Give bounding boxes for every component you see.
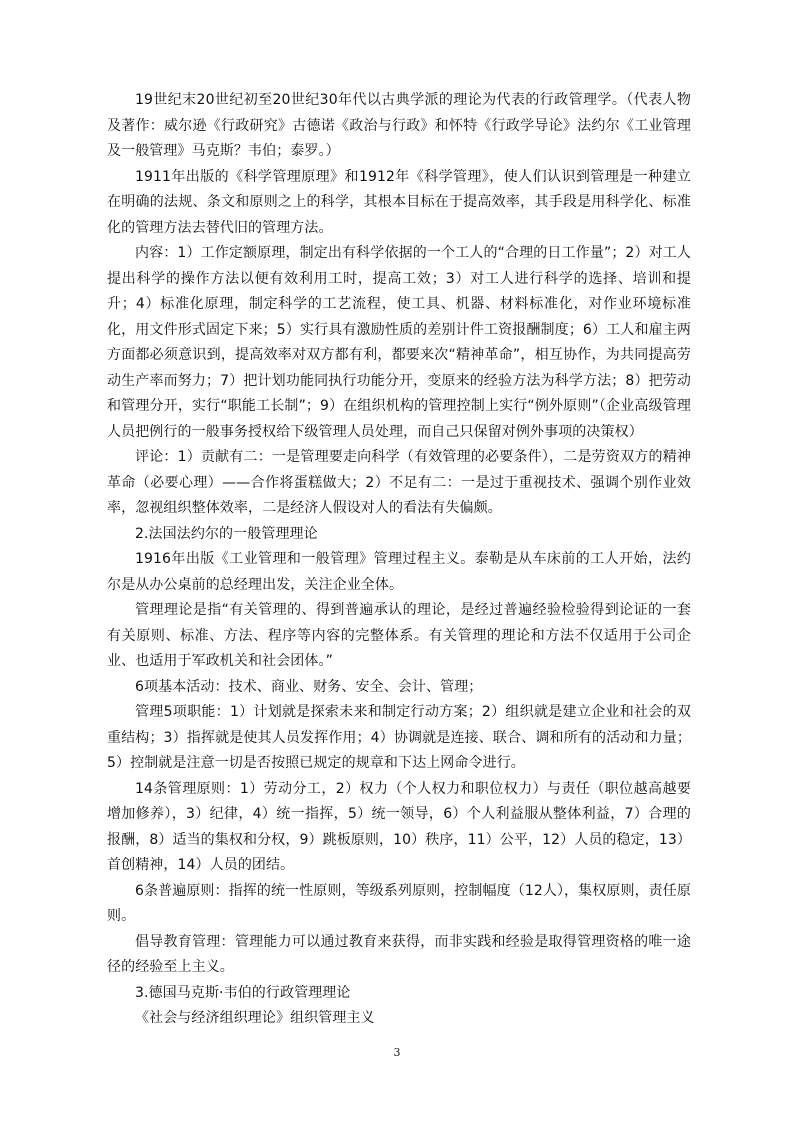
- fayol-intro-paragraph: 1916年出版《工业管理和一般管理》管理过程主义。泰勒是从车床前的工人开始，法约尔是从办公桌前的总经理出发，关注企业全体。: [107, 551, 691, 593]
- universal-principles-paragraph: 6条普遍原则：指挥的统一性原则，等级系列原则，控制幅度（12人），集权原则，责任原则。: [107, 882, 691, 924]
- management-theory-paragraph: 管理理论是指“有关管理的、得到普遍承认的理论，是经过普遍经验检验得到论证的一套有关原则、标准、方法、程序等内容的完整体系。有关管理的理论和方法不仅适用于公司企业、也适用于军政机关和社会团体。”: [107, 602, 691, 669]
- basic-activities-paragraph: 6项基本活动：技术、商业、财务、安全、会计、管理；: [135, 678, 483, 695]
- section-heading-weber: 3.德国马克斯·韦伯的行政管理理论: [135, 984, 351, 1001]
- review-paragraph: 评论：1）贡献有二：一是管理要走向科学（有效管理的必要条件），二是劳资双方的精神革命（必要心理）——合作将蛋糕做大；2）不足有二：一是过于重视技术、强调个别作业效率，忽视组织整体效率，二是经济人假设对人的看法有失偏颇。: [107, 449, 691, 516]
- page-number: 3: [393, 1046, 401, 1059]
- weber-book-paragraph: 《社会与经济组织理论》组织管理主义: [135, 1010, 375, 1026]
- intro-paragraph: 19世纪末20世纪初至20世纪30年代以古典学派的理论为代表的行政管理学。（代表人物及著作：威尔逊《行政研究》古德诺《政治与行政》和怀特《行政学导论》法约尔《工业管理及一般管理》马克斯？韦伯；泰罗。）: [107, 92, 691, 159]
- management-principles-paragraph: 14条管理原则：1）劳动分工，2）权力（个人权力和职位权力）与责任（职位越高越要增加修养），3）纪律，4）统一指挥，5）统一领导，6）个人利益服从整体利益，7）合理的报酬，8）适当的集权和分权，9）跳板原则，10）秩序，11）公平，12）人员的稳定，13）首创精神，14）人员的团结。: [107, 780, 691, 873]
- content-paragraph: 内容：1）工作定额原理，制定出有科学依据的一个工人的“合理的日工作量”；2）对工人提出科学的操作方法以便有效利用工时，提高工效；3）对工人进行科学的选择、培训和提升；4）标准化原理，制定科学的工艺流程，使工具、机器、材料标准化，对作业环境标准化，用文件形式固定下来；5）实行具有激励性质的差别计件工资报酬制度；6）工人和雇主两方面都必须意识到，提高效率对双方都有利，都要来次“精神革命”，相互协作，为共同提高劳动生产率而努力；7）把计划功能同执行功能分开，变原来的经验方法为科学方法；8）把劳动和管理分开，实行“职能工长制”；9）在组织机构的管理控制上实行“例外原则”（企业高级管理人员把例行的一般事务授权给下级管理人员处理，而自己只保留对例外事项的决策权）: [107, 245, 691, 440]
- document-body: [107, 88, 691, 1032]
- section-heading-fayol: 2.法国法约尔的一般管理理论: [135, 525, 318, 542]
- management-functions-paragraph: 管理5项职能：1）计划就是探索未来和制定行动方案；2）组织就是建立企业和社会的双重结构；3）指挥就是使其人员发挥作用；4）协调就是连接、联合、调和所有的活动和力量；5）控制就是注意一切是否按照已规定的规章和下达上网命令进行。: [107, 704, 691, 771]
- education-management-paragraph: 倡导教育管理：管理能力可以通过教育来获得，而非实践和经验是取得管理资格的唯一途径的经验至上主义。: [107, 933, 691, 975]
- scientific-management-paragraph: 1911年出版的《科学管理原理》和1912年《科学管理》，使人们认识到管理是一种建立在明确的法规、条文和原则之上的科学，其根本目标在于提高效率，其手段是用科学化、标准化的管理方法去替代旧的管理方法。: [107, 168, 691, 236]
